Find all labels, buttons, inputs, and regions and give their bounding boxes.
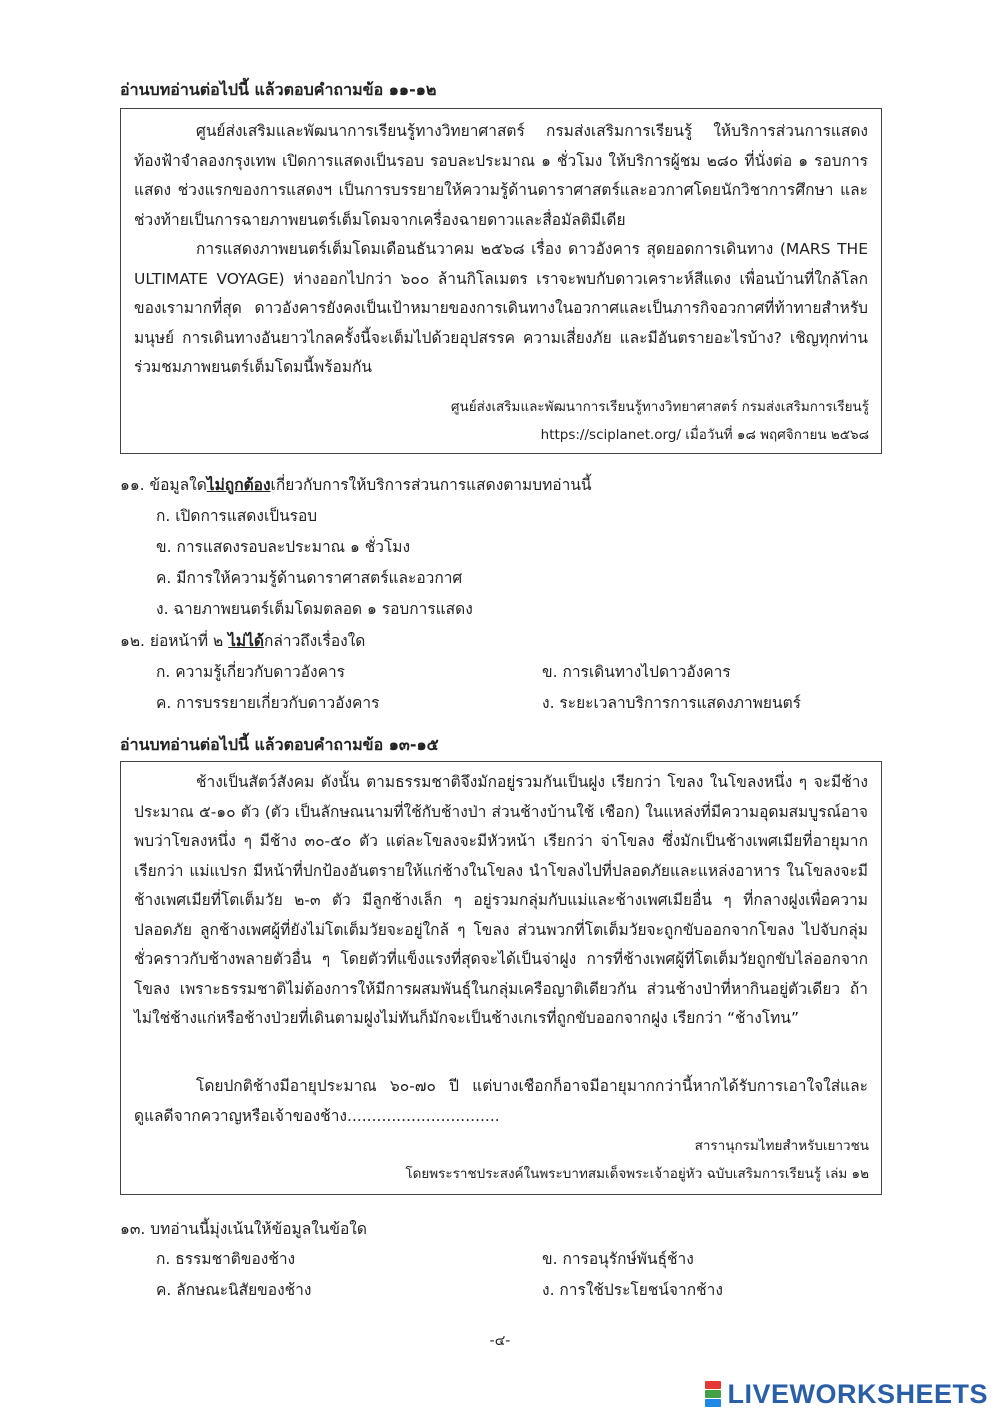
liveworksheets-brand[interactable] [705, 1378, 988, 1410]
passage-paragraph: โดยปกติช้างมีอายุประมาณ ๖๐-๗๐ ปี แต่บางเชือกก็อาจมีอายุมากกว่านี้หากได้รับการเอาใจใส่และดูแลดีจากควาญหรือเจ้าของช้าง............................... [134, 1077, 868, 1125]
logo-bar-red [705, 1381, 721, 1389]
question-11 [120, 472, 592, 497]
liveworksheets-logo-icon [705, 1381, 721, 1407]
passage-box-planetarium [120, 108, 882, 454]
liveworksheets-wordmark: LIVEWORKSHEETS [727, 1378, 988, 1409]
question-11-suffix: เกี่ยวกับการให้บริการส่วนการแสดงตามบทอ่านนี้ [270, 476, 592, 494]
question-11-emphasis: ไม่ถูกต้อง [206, 476, 271, 494]
passage-paragraph: ช้างเป็นสัตว์สังคม ดังนั้น ตามธรรมชาติจึงมักอยู่รวมกันเป็นฝูง เรียกว่า โขลง ในโขลงหนึ่ง ๆ จะมีช้างประมาณ ๕-๑๐ ตัว (ตัว เป็นลักษณนามที่ใช้กับช้างป่า ส่วนช้างบ้านใช้ เชือก) ในแหล่งที่มีความอุดมสมบูรณ์อาจพบว่าโขลงหนึ่ง ๆ มีช้าง ๓๐-๕๐ ตัว แต่ละโขลงจะมีหัวหน้า เรียกว่า จ่าโขลง ซึ่งมักเป็นช้างเพศเมียที่อายุมากเรียกว่า แม่แปรก มีหน้าที่ปกป้องอันตรายให้แก่ช้างในโขลง นำโขลงไปที่ปลอดภัยและแหล่งอาหาร ในโขลงจะมีช้างเพศเมียที่โตเต็มวัย ๒-๓ ตัว มีลูกช้างเล็ก ๆ อยู่รวมกลุ่มกับแม่และช้างเพศเมียอื่น ๆ ที่กลางฝูงเพื่อความปลอดภัย ลูกช้างเพศผู้ที่ยังไม่โตเต็มวัยจะอยู่ใกล้ ๆ โขลง ส่วนพวกที่โตเต็มวัยจะถูกขับออกจากโขลง ไปจับกลุ่มชั่วคราวกับช้างพลายตัวอื่น ๆ โดยตัวที่แข็งแรงที่สุดจะได้เป็นจ่าฝูง การที่ช้างเพศผู้ที่โตเต็มวัยถูกขับไล่ออกจากโขลง เพราะธรรมชาติไม่ต้องการให้มีการผสมพันธุ์ในกลุ่มเครือญาติเดียวกัน ส่วนช้างป่าที่หากินอยู่ตัวเดียว ถ้าไม่ใช่ช้างแก่หรือช้างป่วยที่เดินตามฝูงไม่ทันก็มักจะเป็นช้างเกเรที่ถูกขับออกจากฝูง เรียกว่า “ช้างโทน” [134, 773, 868, 1027]
q11-option-c[interactable]: ค. มีการให้ความรู้ด้านดาราศาสตร์และอวกาศ [156, 569, 463, 587]
section1-heading: อ่านบทอ่านต่อไปนี้ แล้วตอบคำถามข้อ ๑๑-๑๒ [120, 80, 437, 99]
q13-option-a[interactable]: ก. ธรรมชาติของช้าง [156, 1250, 296, 1268]
question-11-prefix: ๑๑. ข้อมูลใด [120, 476, 207, 494]
q11-option-d[interactable]: ง. ฉายภาพยนตร์เต็มโดมตลอด ๑ รอบการแสดง [156, 600, 473, 618]
question-13: ๑๓. บทอ่านนี้มุ่งเน้นให้ข้อมูลในข้อใด [120, 1220, 367, 1238]
page-number: -๔- [489, 1333, 511, 1349]
passage-paragraph: การแสดงภาพยนตร์เต็มโดมเดือนธันวาคม ๒๕๖๘ เรื่อง ดาวอังคาร สุดยอดการเดินทาง (MARS THE ULTIMATE VOYAGE) ห่างออกไปกว่า ๖๐๐ ล้านกิโลเมตร เราจะพบกับดาวเคราะห์สีแดง เพื่อนบ้านที่ใกล้โลกของเรามากที่สุด ดาวอังคารยังคงเป็นเป้าหมายของการเดินทางในอวกาศและเป็นภารกิจอวกาศที่ท้าทายสำหรับมนุษย์ การเดินทางอันยาวไกลครั้งนี้จะเต็มไปด้วยอุปสรรค ความเสี่ยงภัย และมีอันตรายอะไรบ้าง? เชิญทุกท่านร่วมชมภาพยนตร์เต็มโดมนี้พร้อมกัน [134, 240, 868, 376]
passage-paragraph: ศูนย์ส่งเสริมและพัฒนาการเรียนรู้ทางวิทยาศาสตร์ กรมส่งเสริมการเรียนรู้ ให้บริการส่วนการแสดงท้องฟ้าจำลองกรุงเทพ เปิดการแสดงเป็นรอบ รอบละประมาณ ๑ ชั่วโมง ให้บริการผู้ชม ๒๘๐ ที่นั่งต่อ ๑ รอบการแสดง ช่วงแรกของการแสดงฯ เป็นการบรรยายให้ความรู้ด้านดาราศาสตร์และอวกาศโดยนักวิชาการศึกษา และช่วงท้ายเป็นการฉายภาพยนตร์เต็มโดมจากเครื่องฉายดาวและสื่อมัลติมีเดีย [134, 122, 868, 229]
question-12-emphasis: ไม่ได้ [228, 632, 264, 650]
q12-option-a[interactable]: ก. ความรู้เกี่ยวกับดาวอังคาร [156, 663, 345, 681]
q13-option-d[interactable]: ง. การใช้ประโยชน์จากช้าง [542, 1281, 723, 1299]
q12-option-c[interactable]: ค. การบรรยายเกี่ยวกับดาวอังคาร [156, 694, 380, 712]
question-12-prefix: ๑๒. ย่อหน้าที่ ๒ [120, 632, 229, 650]
passage-source-url: https://sciplanet.org/ เมื่อวันที่ ๑๘ พฤศจิกายน ๒๕๖๘ [540, 427, 869, 443]
question-12 [120, 628, 365, 653]
q11-option-a[interactable]: ก. เปิดการแสดงเป็นรอบ [156, 507, 318, 525]
passage-source: สารานุกรมไทยสำหรับเยาวชน [694, 1138, 869, 1154]
q12-option-d[interactable]: ง. ระยะเวลาบริการการแสดงภาพยนตร์ [542, 694, 801, 712]
section2-heading: อ่านบทอ่านต่อไปนี้ แล้วตอบคำถามข้อ ๑๓-๑๕ [120, 735, 439, 754]
passage-source-detail: โดยพระราชประสงค์ในพระบาทสมเด็จพระเจ้าอยู่หัว ฉบับเสริมการเรียนรู้ เล่ม ๑๒ [405, 1166, 869, 1182]
q13-option-b[interactable]: ข. การอนุรักษ์พันธุ์ช้าง [542, 1250, 694, 1268]
passage-box-elephants [120, 761, 882, 1195]
logo-bar-green [705, 1390, 721, 1398]
logo-bar-blue [705, 1399, 721, 1407]
question-12-suffix: กล่าวถึงเรื่องใด [263, 632, 366, 650]
passage-source: ศูนย์ส่งเสริมและพัฒนาการเรียนรู้ทางวิทยาศาสตร์ กรมส่งเสริมการเรียนรู้ [450, 399, 869, 415]
q13-option-c[interactable]: ค. ลักษณะนิสัยของช้าง [156, 1281, 312, 1299]
q11-option-b[interactable]: ข. การแสดงรอบละประมาณ ๑ ชั่วโมง [156, 538, 411, 556]
q12-option-b[interactable]: ข. การเดินทางไปดาวอังคาร [542, 663, 731, 681]
